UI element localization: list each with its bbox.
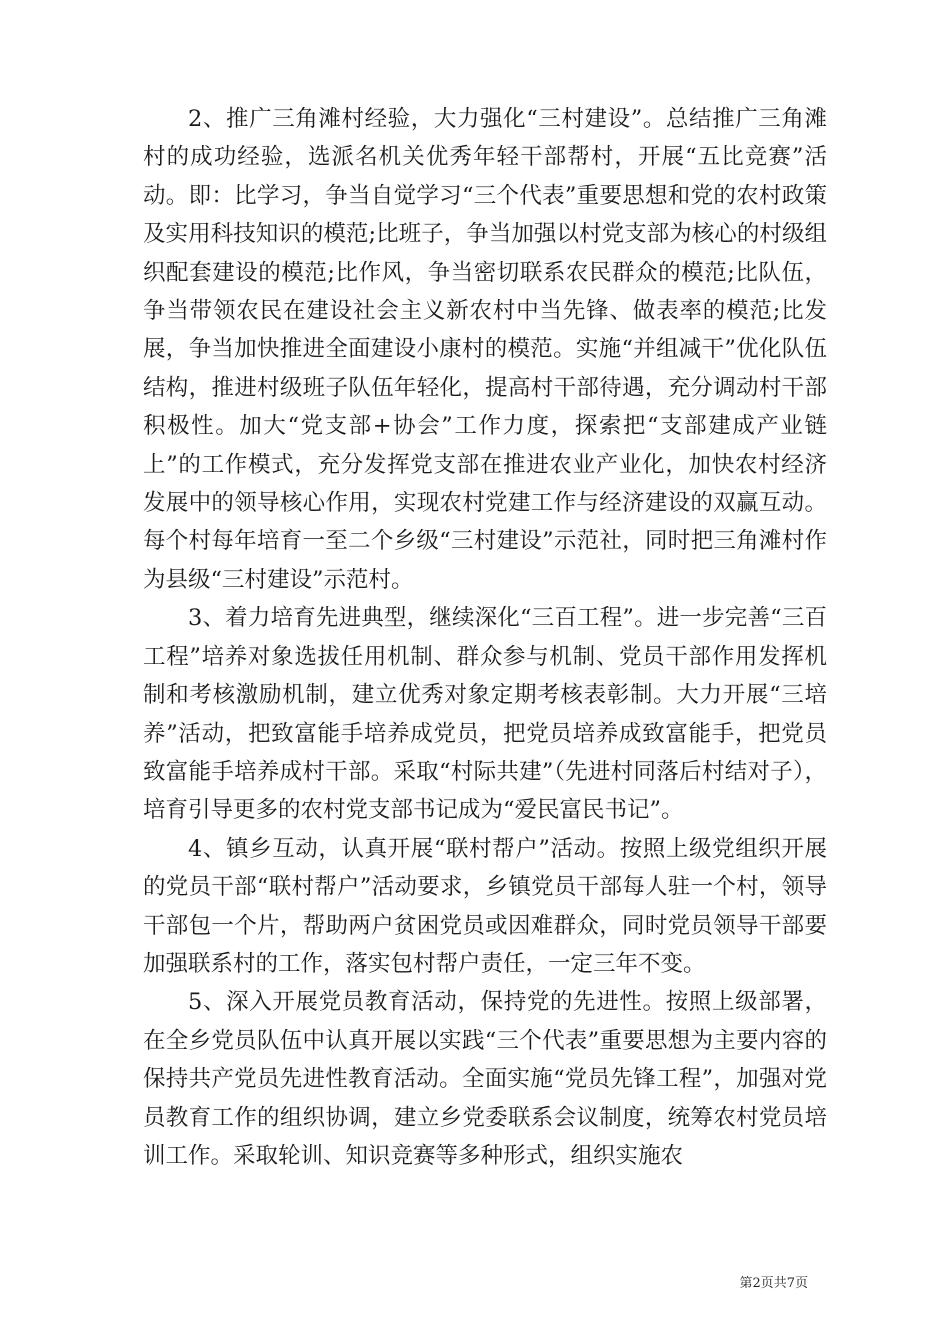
paragraph-item-2: 2、推广三角滩村经验，大力强化“三村建设”。总结推广三角滩村的成功经验，选派名机关优秀年轻干部帮村，开展“五比竞赛”活动。即：比学习，争当自觉学习“三个代表”重要思想和党的农村政策及实用科技知识的模范;比班子，争当加强以村党支部为核心的村级组织配套建设的模范;比作风，争当密切联系农民群众的模范;比队伍，争当带领农民在建设社会主义新农村中当先锋、做表率的模范;比发展，争当加快推进全面建设小康村的模范。实施“并组减干”优化队伍结构，推进村级班子队伍年轻化，提高村干部待遇，充分调动村干部积极性。加大“党支部+协会”工作力度，探索把“支部建成产业链上”的工作模式，充分发挥党支部在推进农业产业化，加快农村经济发展中的领导核心作用，实现农村党建工作与经济建设的双赢互动。每个村每年培育一至二个乡级“三村建设”示范社，同时把三角滩村作为县级“三村建设”示范村。: [143, 106, 827, 593]
page-number-footer: 第2页共7页: [739, 1276, 808, 1291]
paragraph-item-4: 4、镇乡互动，认真开展“联村帮户”活动。按照上级党组织开展的党员干部“联村帮户”活动要求，乡镇党员干部每人驻一个村，领导干部包一个片，帮助两户贫困党员或因难群众，同时党员领导干部要加强联系村的工作，落实包村帮户责任，一定三年不变。: [143, 835, 827, 977]
paragraph-item-5: 5、深入开展党员教育活动，保持党的先进性。按照上级部署，在全乡党员队伍中认真开展以实践“三个代表”重要思想为主要内容的保持共产党员先进性教育活动。全面实施“党员先锋工程”，加强对党员教育工作的组织协调，建立乡党委联系会议制度，统筹农村党员培训工作。采取轮训、知识竞赛等多种形式，组织实施农: [143, 989, 827, 1169]
document-body: [143, 100, 827, 1175]
paragraph-item-3: 3、着力培育先进典型，继续深化“三百工程”。进一步完善“三百工程”培养对象选拔任用机制、群众参与机制、党员干部作用发挥机制和考核激励机制，建立优秀对象定期考核表彰制。大力开展“三培养”活动，把致富能手培养成党员，把党员培养成致富能手，把党员致富能手培养成村干部。采取“村际共建”（先进村同落后村结对子），培育引导更多的农村党支部书记成为“爱民富民书记”。: [143, 605, 827, 824]
